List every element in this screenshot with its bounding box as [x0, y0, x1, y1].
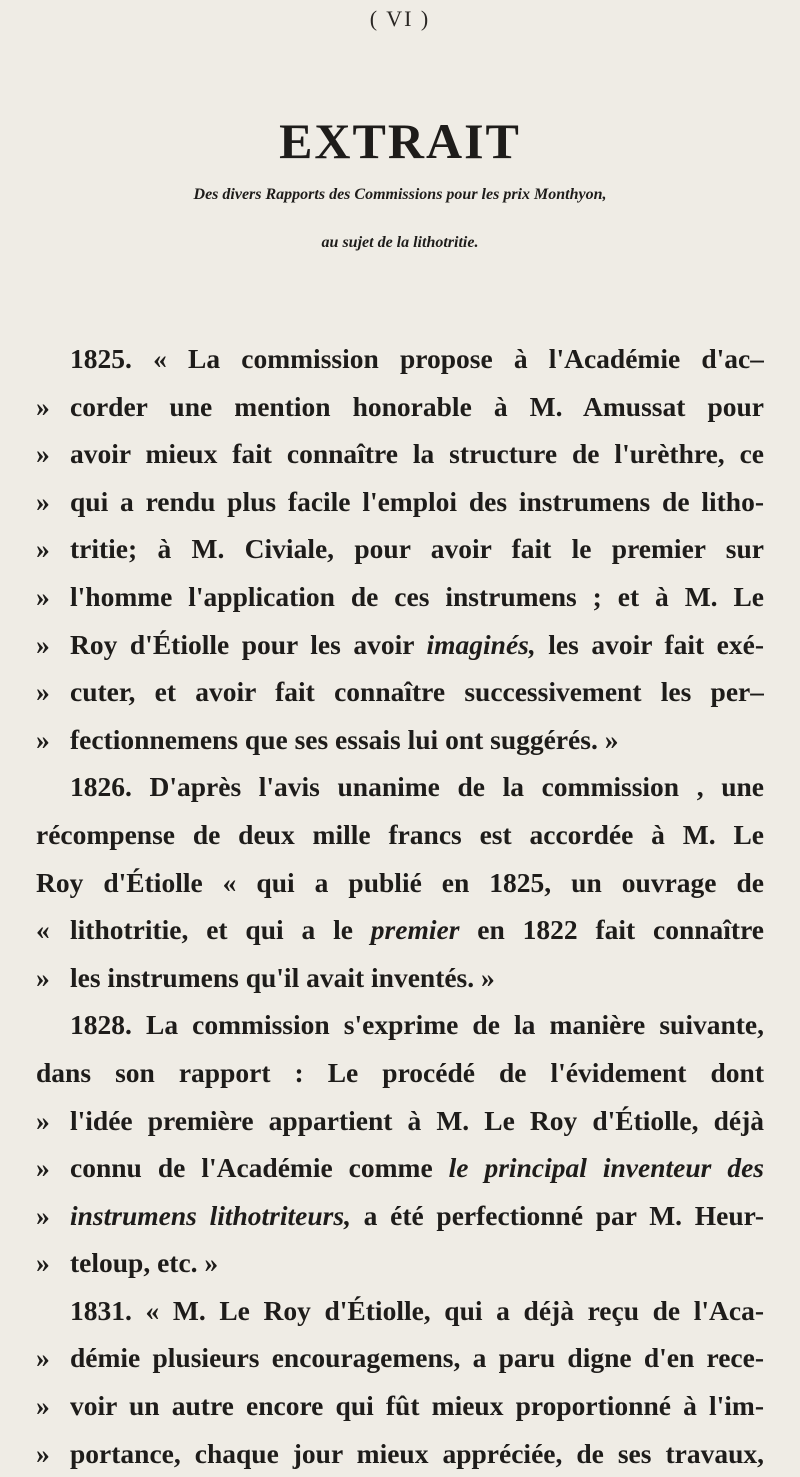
text-run: les instrumens qu'il avait inventés. »	[70, 961, 495, 993]
text-run: a été perfectionné par M. Heur-	[350, 1199, 764, 1231]
text-run: avoir mieux fait connaître la structure de l'urèthre, ce	[70, 438, 764, 470]
italic-run: instrumens lithotriteurs,	[70, 1199, 351, 1231]
text-line	[36, 906, 764, 954]
italic-run: imaginés,	[426, 628, 536, 660]
text-line	[36, 716, 764, 764]
text-run: l'homme l'application de ces instrumens ; et à M. Le	[70, 580, 764, 612]
text-run: cuter, et avoir fait connaître successivement les per–	[70, 676, 764, 708]
body-text	[36, 335, 764, 1477]
text-line	[36, 954, 764, 1002]
text-run: démie plusieurs encouragemens, a paru digne d'en rece-	[70, 1342, 764, 1374]
guillemet-mark: »	[36, 1152, 50, 1184]
guillemet-mark: »	[36, 485, 50, 517]
guillemet-mark: »	[36, 438, 50, 470]
text-line	[36, 1097, 764, 1145]
text-run: Roy d'Étiolle « qui a publié en 1825, un ouvrage de	[36, 866, 764, 898]
text-line	[36, 1192, 764, 1240]
text-line	[36, 1382, 764, 1430]
text-run: les avoir fait exé-	[535, 628, 764, 660]
text-line	[36, 1001, 764, 1049]
guillemet-mark: »	[36, 390, 50, 422]
text-run: 1825. « La commission propose à l'Académie d'ac–	[70, 343, 764, 374]
text-run: corder une mention honorable à M. Amussat pour	[70, 390, 764, 422]
text-line	[36, 1239, 764, 1287]
subtitle-line-1: Des divers Rapports des Commissions pour les prix Monthyon,	[193, 186, 607, 203]
text-line	[36, 621, 764, 669]
guillemet-mark: »	[36, 961, 50, 993]
text-line	[36, 668, 764, 716]
text-line	[36, 811, 764, 859]
guillemet-mark: »	[36, 1247, 50, 1279]
text-line	[36, 763, 764, 811]
guillemet-mark: »	[36, 723, 50, 755]
guillemet-mark: »	[36, 628, 50, 660]
text-run: lithotritie, et qui a le	[70, 914, 371, 946]
text-line	[36, 573, 764, 621]
text-run: 1828. La commission s'exprime de la manière suivante,	[70, 1009, 764, 1041]
guillemet-mark: »	[36, 1199, 50, 1231]
text-line	[36, 1334, 764, 1382]
subtitle-line-2: au sujet de la lithotritie.	[321, 234, 479, 251]
text-line	[36, 430, 764, 478]
text-run: tritie; à M. Civiale, pour avoir fait le premier sur	[70, 533, 764, 565]
guillemet-mark: »	[36, 1342, 50, 1374]
text-line	[36, 335, 764, 383]
italic-run: premier	[370, 914, 460, 946]
text-line	[36, 383, 764, 431]
text-run: 1831. « M. Le Roy d'Étiolle, qui a déjà reçu de l'Aca-	[70, 1294, 764, 1326]
italic-run: le principal inventeur des	[448, 1152, 764, 1184]
text-line	[36, 1287, 764, 1335]
text-run: 1826. D'après l'avis unanime de la commission , une	[70, 771, 764, 803]
text-run: récompense de deux mille francs est accordée à M. Le	[36, 818, 764, 850]
guillemet-mark: »	[36, 533, 50, 565]
text-run: portance, chaque jour mieux appréciée, de ses travaux,	[70, 1437, 764, 1469]
text-run: connu de l'Académie comme	[70, 1152, 449, 1184]
text-run: qui a rendu plus facile l'emploi des instrumens de litho-	[70, 485, 764, 517]
guillemet-mark: »	[36, 1390, 50, 1422]
text-line	[36, 859, 764, 907]
text-run: en 1822 fait connaître	[459, 914, 764, 946]
text-run: teloup, etc. »	[70, 1247, 219, 1279]
text-run: Roy d'Étiolle pour les avoir	[70, 628, 427, 660]
page-title: EXTRAIT	[279, 113, 521, 169]
text-run: l'idée première appartient à M. Le Roy d'Étiolle, déjà	[70, 1104, 764, 1136]
text-line	[36, 1049, 764, 1097]
guillemet-mark: «	[36, 914, 50, 946]
text-line	[36, 525, 764, 573]
text-line	[36, 478, 764, 526]
text-line	[36, 1430, 764, 1477]
page-number: ( VI )	[369, 6, 431, 31]
text-line	[36, 1144, 764, 1192]
text-run: fectionnemens que ses essais lui ont suggérés. »	[70, 723, 619, 755]
text-run: voir un autre encore qui fût mieux proportionné à l'im-	[70, 1390, 764, 1422]
guillemet-mark: »	[36, 580, 50, 612]
guillemet-mark: »	[36, 676, 50, 708]
text-run: dans son rapport : Le procédé de l'évidement dont	[36, 1056, 764, 1088]
guillemet-mark: »	[36, 1437, 50, 1469]
guillemet-mark: »	[36, 1104, 50, 1136]
